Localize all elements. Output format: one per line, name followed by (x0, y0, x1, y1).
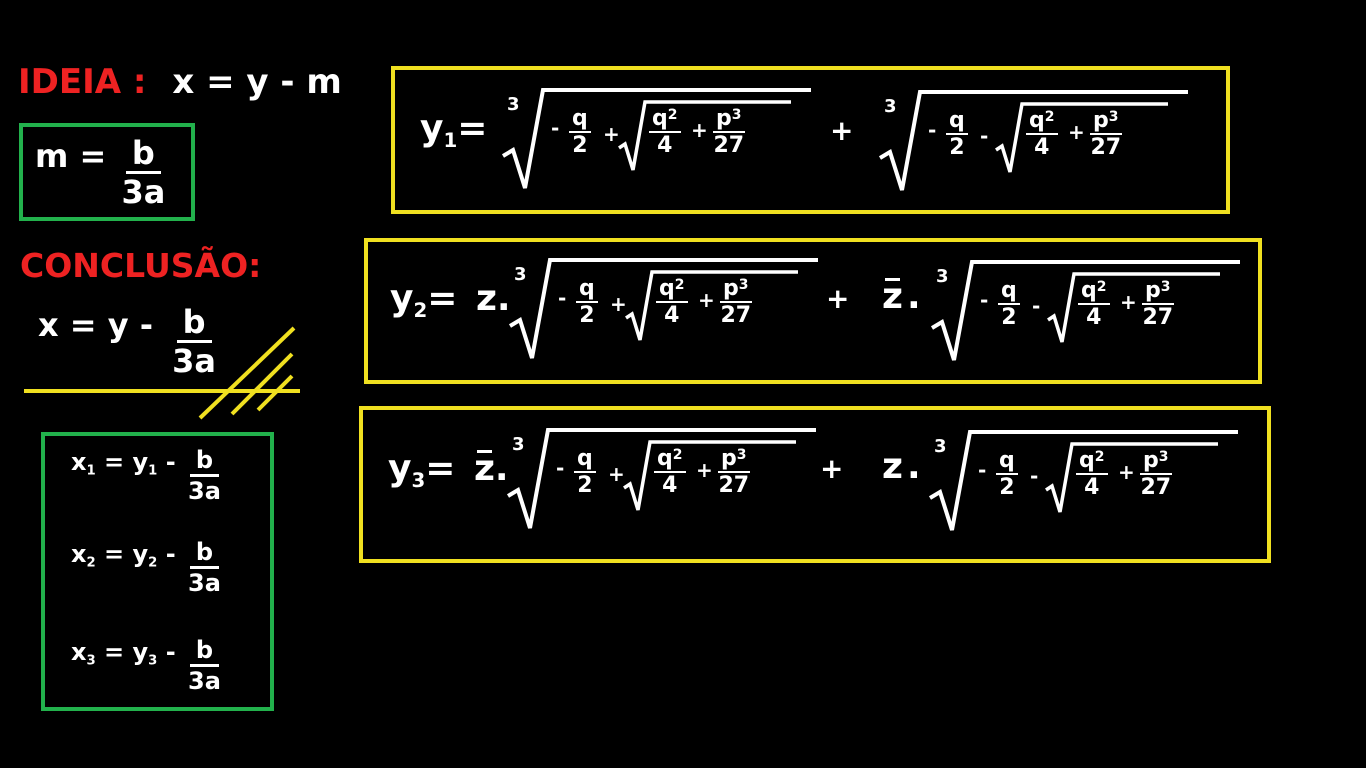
conclusao-denominator: 3a (172, 342, 217, 380)
root-index: 3 (514, 264, 527, 285)
square-root-sign (624, 436, 804, 516)
inner-plus: + (610, 292, 627, 316)
q-num: q (946, 110, 968, 135)
cube-root-1 (503, 84, 823, 194)
q2-exp: 2 (667, 107, 678, 123)
q2-exp: 2 (1096, 279, 1107, 295)
four-den: 4 (1084, 475, 1100, 500)
x1-num: b (190, 448, 219, 477)
twentyseven-den: 27 (1090, 135, 1122, 160)
four-den: 4 (1034, 135, 1050, 160)
q2-base: q (1081, 278, 1097, 303)
f3-dot2: . (906, 446, 921, 487)
f1-sub: 1 (443, 128, 458, 152)
p3-over-27 (1140, 450, 1172, 499)
root-index: 3 (936, 266, 949, 287)
conclusao-label: CONCLUSÃO: (20, 246, 262, 285)
four-den: 4 (664, 303, 680, 328)
x2-eq: = (104, 540, 125, 568)
cube-root-6 (930, 426, 1250, 536)
x1-sub: 1 (86, 463, 96, 479)
p3-over-27 (1142, 280, 1174, 329)
q-over-2 (576, 278, 598, 327)
q2-exp: 2 (674, 277, 685, 293)
x3-fraction (188, 638, 221, 693)
f1-eq: = (457, 108, 488, 149)
inner-plus: - (980, 124, 989, 148)
conclusao-lhs: x = y - (38, 306, 154, 344)
root-index: 3 (507, 94, 520, 115)
f2-dot1: . (496, 278, 511, 319)
cube-root-2 (880, 86, 1200, 196)
q2-exp: 2 (672, 447, 683, 463)
x1-eq: = (104, 448, 125, 476)
q2-base: q (1079, 448, 1095, 473)
q-num: q (576, 278, 598, 303)
f3-eq: = (425, 448, 456, 489)
sqrt-plus: + (698, 288, 715, 312)
inner-plus: + (603, 122, 620, 146)
f3-lhs: y (388, 448, 412, 489)
sqrt-plus: + (1120, 290, 1137, 314)
solution-x2 (71, 540, 221, 595)
q2-over-4 (1078, 280, 1110, 329)
q-num: q (569, 108, 591, 133)
square-root-sign (1048, 268, 1228, 348)
q-num: q (574, 448, 596, 473)
f3-coef1: z (473, 448, 495, 489)
sqrt-plus: + (691, 118, 708, 142)
radicand-sign: - (978, 458, 987, 482)
twentyseven-den: 27 (718, 473, 750, 498)
x1-den: 3a (188, 477, 221, 505)
f2-sub: 2 (413, 298, 428, 322)
q2-base: q (659, 276, 675, 301)
x3-num: b (190, 638, 219, 667)
two-den: 2 (572, 133, 588, 158)
x2-minus: - (165, 540, 176, 568)
two-den: 2 (579, 303, 595, 328)
inner-plus: - (1032, 294, 1041, 318)
x2-fraction (188, 540, 221, 595)
x2-y: y (132, 540, 149, 568)
f3-plus: + (820, 452, 844, 485)
q2-base: q (657, 446, 673, 471)
f2-dot2: . (906, 276, 921, 317)
conclusion-underline-marks (22, 322, 322, 422)
four-den: 4 (1086, 305, 1102, 330)
cube-root-5 (508, 424, 828, 534)
p-exp: 3 (1108, 109, 1119, 125)
q-over-2 (996, 450, 1018, 499)
q2-base: q (652, 106, 668, 131)
sqrt-plus: + (1118, 460, 1135, 484)
q-over-2 (998, 280, 1020, 329)
x3-ysub: 3 (148, 653, 158, 669)
m-denominator: 3a (121, 173, 166, 211)
root-index: 3 (934, 436, 947, 457)
two-den: 2 (999, 475, 1015, 500)
four-den: 4 (662, 473, 678, 498)
m-fraction (121, 134, 166, 211)
twentyseven-den: 27 (1142, 305, 1174, 330)
f3-coef2: z (882, 446, 903, 487)
sqrt-plus: + (1068, 120, 1085, 144)
x3-eq: = (104, 638, 125, 666)
inner-plus: - (1030, 464, 1039, 488)
p-base: p (1143, 448, 1159, 473)
solution-x3 (71, 638, 221, 693)
radicand-sign: - (551, 116, 560, 140)
p-base: p (721, 446, 737, 471)
ideia-expression: x = y - m (172, 62, 342, 102)
radicand-sign: - (980, 288, 989, 312)
radicand-sign: - (928, 118, 937, 142)
m-definition-box (19, 123, 195, 221)
q-over-2 (569, 108, 591, 157)
p3-over-27 (718, 448, 750, 497)
x1-var: x (71, 448, 87, 476)
f1-plus: + (830, 114, 854, 147)
root-index: 3 (884, 96, 897, 117)
ideia-label: IDEIA : (18, 62, 147, 102)
cube-root-3 (510, 254, 830, 364)
f2-coef2: z (882, 276, 903, 317)
p-base: p (1093, 108, 1109, 133)
x1-y: y (132, 448, 149, 476)
ideia-line (18, 62, 342, 102)
f3-sub: 3 (411, 468, 426, 492)
m-lhs: m = (35, 137, 107, 175)
x3-var: x (71, 638, 87, 666)
sqrt-plus: + (696, 458, 713, 482)
square-root-sign (1046, 438, 1226, 518)
twentyseven-den: 27 (1140, 475, 1172, 500)
x2-den: 3a (188, 569, 221, 597)
q-over-2 (574, 448, 596, 497)
p-base: p (716, 106, 732, 131)
q-num: q (998, 280, 1020, 305)
x3-y: y (132, 638, 149, 666)
m-numerator: b (126, 137, 161, 174)
q2-over-4 (649, 108, 681, 157)
f3-dot1: . (494, 448, 509, 489)
q2-over-4 (654, 448, 686, 497)
radicand-sign: - (558, 286, 567, 310)
solution-x1 (71, 448, 221, 503)
square-root-sign (996, 98, 1176, 178)
cube-root-4 (932, 256, 1252, 366)
p-exp: 3 (738, 277, 749, 293)
x3-minus: - (165, 638, 176, 666)
x2-sub: 2 (86, 555, 96, 571)
x1-minus: - (165, 448, 176, 476)
square-root-sign (626, 266, 806, 346)
x2-var: x (71, 540, 87, 568)
f2-lhs: y (390, 278, 414, 319)
twentyseven-den: 27 (720, 303, 752, 328)
two-den: 2 (577, 473, 593, 498)
q2-base: q (1029, 108, 1045, 133)
x2-num: b (190, 540, 219, 569)
square-root-sign (619, 96, 799, 176)
x2-ysub: 2 (148, 555, 158, 571)
q-num: q (996, 450, 1018, 475)
p-exp: 3 (1158, 449, 1169, 465)
twentyseven-den: 27 (713, 133, 745, 158)
x3-sub: 3 (86, 653, 96, 669)
inner-plus: + (608, 462, 625, 486)
q-over-2 (946, 110, 968, 159)
q2-exp: 2 (1094, 449, 1105, 465)
conclusao-numerator: b (177, 306, 212, 343)
p3-over-27 (1090, 110, 1122, 159)
p-base: p (1145, 278, 1161, 303)
x3-den: 3a (188, 667, 221, 695)
f2-eq: = (427, 278, 458, 319)
two-den: 2 (949, 135, 965, 160)
root-index: 3 (512, 434, 525, 455)
x1-fraction (188, 448, 221, 503)
p-exp: 3 (736, 447, 747, 463)
four-den: 4 (657, 133, 673, 158)
q2-over-4 (1026, 110, 1058, 159)
q2-over-4 (656, 278, 688, 327)
q2-exp: 2 (1044, 109, 1055, 125)
two-den: 2 (1001, 305, 1017, 330)
q2-over-4 (1076, 450, 1108, 499)
f2-coef1: z (475, 278, 497, 319)
p3-over-27 (720, 278, 752, 327)
radicand-sign: - (556, 456, 565, 480)
solutions-box (41, 432, 274, 711)
x1-ysub: 1 (148, 463, 158, 479)
p3-over-27 (713, 108, 745, 157)
p-exp: 3 (731, 107, 742, 123)
f2-plus: + (826, 282, 850, 315)
p-exp: 3 (1160, 279, 1171, 295)
p-base: p (723, 276, 739, 301)
f1-lhs: y (420, 108, 444, 149)
